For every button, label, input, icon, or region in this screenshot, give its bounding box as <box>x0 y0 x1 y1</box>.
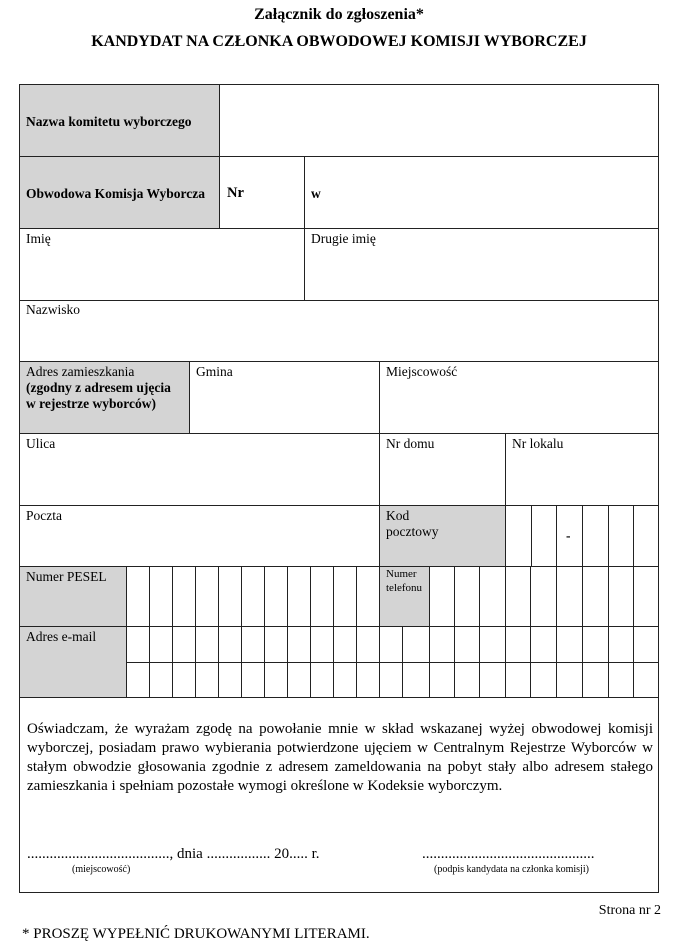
signature-line[interactable]: .............................................. <box>422 846 595 862</box>
address-label-line1: Adres zamieszkania <box>26 364 135 379</box>
phone-label-line1: Numer <box>386 568 417 580</box>
table-grid-line <box>379 362 380 626</box>
footnote: * PROSZĘ WYPEŁNIĆ DRUKOWANYMI LITERAMI. <box>22 926 370 942</box>
table-grid-line <box>126 662 659 663</box>
table-grid-line <box>505 567 506 626</box>
table-grid-line <box>149 627 150 697</box>
postal-code-dash: - <box>566 528 571 543</box>
apartment-no-label: Nr lokalu <box>512 436 564 451</box>
table-grid-line <box>608 567 609 626</box>
locality-label: Miejscowość <box>386 364 458 379</box>
signature-caption: (podpis kandydata na członka komisji) <box>434 864 589 875</box>
table-grid-line <box>333 567 334 626</box>
table-grid-line <box>195 627 196 697</box>
table-grid-line <box>19 505 659 506</box>
table-grid-line <box>19 697 659 698</box>
surname-field[interactable] <box>20 320 658 360</box>
committee-name-label: Nazwa komitetu wyborczego <box>26 114 192 129</box>
table-grid-line <box>479 567 480 626</box>
table-grid-line <box>454 567 455 626</box>
table-grid-line <box>310 627 311 697</box>
table-grid-line <box>189 362 190 433</box>
nr-label: Nr <box>227 185 244 201</box>
commission-number-field[interactable] <box>246 158 303 227</box>
second-name-field[interactable] <box>305 248 658 299</box>
declaration-text: Oświadczam, że wyrażam zgodę na powołanie mnie w skład wskazanej wyżej obwodowej komisji wyborczej, posiadam prawo wybierania potwierdzone ujęciem w Centralnym Rejestrze Wyborców w stałym obwodzie głosowania zgodnie z adresem zameldowania na pobyt stały albo adresem stałego zamieszkania i spełniam pozostałe wymogi określone w Kodeksie wyborczym. <box>27 721 653 794</box>
email-label: Adres e-mail <box>26 629 97 644</box>
pesel-label: Numer PESEL <box>26 569 107 584</box>
table-grid-line <box>608 506 609 566</box>
table-grid-line <box>126 567 127 697</box>
table-grid-line <box>556 627 557 697</box>
second-name-label: Drugie imię <box>311 231 376 246</box>
table-grid-line <box>530 627 531 697</box>
table-grid-line <box>218 567 219 626</box>
table-grid-line <box>310 567 311 626</box>
table-grid-line <box>241 627 242 697</box>
table-grid-line <box>287 567 288 626</box>
table-grid-line <box>479 627 480 697</box>
surname-label: Nazwisko <box>26 302 80 317</box>
table-grid-line <box>608 627 609 697</box>
address-label-line3: w rejestrze wyborców) <box>26 396 156 411</box>
post-office-label: Poczta <box>26 508 62 523</box>
table-grid-line <box>19 433 659 434</box>
table-grid-line <box>172 627 173 697</box>
district-commission-label: Obwodowa Komisja Wyborcza <box>26 186 206 201</box>
table-grid-line <box>454 627 455 697</box>
table-grid-line <box>19 626 659 627</box>
place-caption: (miejscowość) <box>72 864 131 875</box>
table-grid-line <box>149 567 150 626</box>
first-name-field[interactable] <box>20 248 303 299</box>
table-grid-line <box>582 506 583 566</box>
table-grid-line <box>195 567 196 626</box>
table-grid-line <box>356 567 357 626</box>
table-grid-line <box>582 567 583 626</box>
address-label-line2: (zgodny z adresem ujęcia <box>26 380 171 395</box>
first-name-label: Imię <box>26 231 51 246</box>
table-grid-line <box>633 567 634 626</box>
table-grid-line <box>172 567 173 626</box>
table-grid-line <box>19 156 659 157</box>
table-grid-line <box>633 627 634 697</box>
document-title: Załącznik do zgłoszenia* <box>254 6 424 23</box>
municipality-label: Gmina <box>196 364 233 379</box>
table-grid-line <box>402 627 403 697</box>
table-grid-line <box>379 627 380 697</box>
table-grid-line <box>218 627 219 697</box>
table-grid-line <box>633 506 634 566</box>
table-grid-line <box>333 627 334 697</box>
postal-code-label-line2: pocztowy <box>386 524 439 539</box>
page-number: Strona nr 2 <box>598 903 661 918</box>
phone-label-line2: telefonu <box>386 582 423 594</box>
w-label: w <box>311 186 321 201</box>
house-no-label: Nr domu <box>386 436 435 451</box>
table-grid-line <box>287 627 288 697</box>
street-label: Ulica <box>26 436 56 451</box>
place-date-line[interactable]: ......................................, dnia ................. 20..... r. <box>27 846 320 862</box>
table-grid-line <box>241 567 242 626</box>
table-grid-line <box>429 567 430 626</box>
table-grid-line <box>429 627 430 697</box>
table-grid-line <box>19 361 659 362</box>
table-grid-line <box>19 300 659 301</box>
table-grid-line <box>19 228 659 229</box>
table-grid-line <box>531 506 532 566</box>
table-grid-line <box>19 566 659 567</box>
table-grid-line <box>356 627 357 697</box>
table-grid-line <box>530 567 531 626</box>
table-grid-line <box>556 567 557 626</box>
table-grid-line <box>264 567 265 626</box>
table-grid-line <box>505 627 506 697</box>
commission-location-field[interactable] <box>327 158 658 227</box>
committee-name-field[interactable] <box>220 86 658 155</box>
postal-code-label-line1: Kod <box>386 508 410 523</box>
table-grid-line <box>264 627 265 697</box>
table-grid-line <box>505 434 506 566</box>
document-subtitle: KANDYDAT NA CZŁONKA OBWODOWEJ KOMISJI WYBORCZEJ <box>91 33 587 50</box>
table-grid-line <box>556 506 557 566</box>
table-grid-line <box>582 627 583 697</box>
